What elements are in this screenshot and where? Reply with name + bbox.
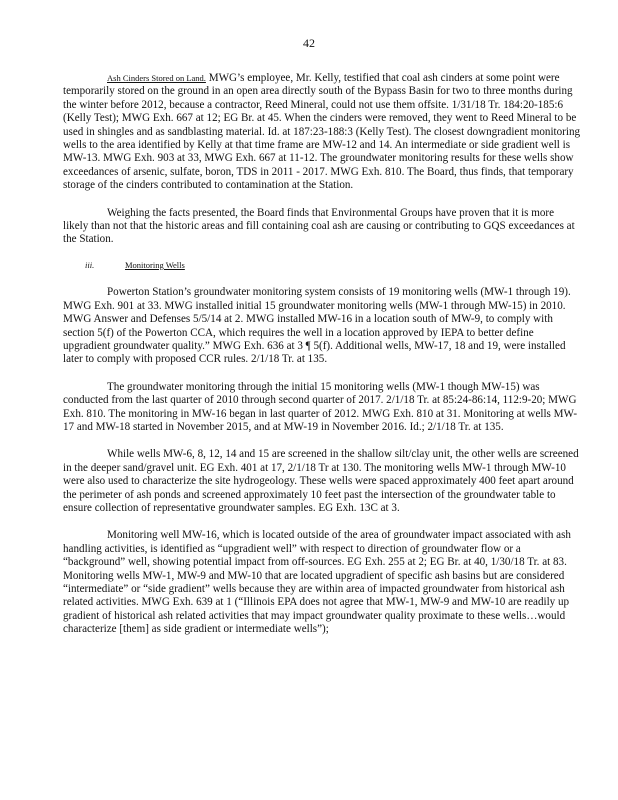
paragraph-monitoring-system: Powerton Station’s groundwater monitoring system consists of 19 monitoring wells (MW-1 through 19). MWG Exh. 901 at 33. MWG installed initial 15 groundwater monitoring wells (MW-1 through MW-15) in 2010. MWG Answer and Defenses 5/5/14 at 2. MWG installed MW-16 in a location south of MW-9, to comply with section 5(f) of the Powerton CCA, which requires the well in a location approved by IEPA to better define upgradient groundwater quality.” MWG Exh. 636 at 3 ¶ 5(f). Additional wells, MW-17, 18 and 19, were installed later to comply with proposed CCR rules. 2/1/18 Tr. at 135.	[63, 286, 571, 366]
paragraph-well-screening: While wells MW-6, 8, 12, 14 and 15 are screened in the shallow silt/clay unit, the other wells are screened in the deeper sand/gravel unit. EG Exh. 401 at 17, 2/1/18 Tr at 130. The monitoring wells MW-1 through MW-10 were also used to characterize the site hydrogeology. These wells were spaced approximately 400 feet apart around the perimeter of ash ponds and screened approximately 10 feet past the intersection of the groundwater table to ensure collection of representative groundwater samples. EG Exh. 13C at 3.	[63, 448, 579, 514]
paragraph-ash-cinders	[63, 72, 581, 193]
paragraph-upgradient-wells: Monitoring well MW-16, which is located outside of the area of groundwater impact associated with ash handling activities, is identified as “upgradient well” with respect to direction of groundwater flow or a “background” well, showing potential impact from off-sources. EG Exh. 255 at 2; EG Br. at 40, 1/30/18 Tr. at 83. Monitoring wells MW-1, MW-9 and MW-10 that are located upgradient of specific ash basins but are considered “intermediate” or “side gradient” wells because they are within area of impacted groundwater from historical ash related activities. MWG Exh. 639 at 1 (“Illinois EPA does not agree that MW-1, MW-9 and MW-10 are readily up gradient of historical ash related activities that may impact groundwater quality proximate to these wells…would characterize [them] as side gradient or intermediate wells”);	[63, 529, 571, 636]
paragraph-board-finding: Weighing the facts presented, the Board finds that Environmental Groups have proven that it is more likely than not that the historic areas and fill containing coal ash are causing or contributing to GQS exceedances at the Station.	[63, 206, 575, 246]
section-heading-monitoring-wells	[85, 259, 581, 272]
section-numeral: iii.	[85, 259, 95, 270]
document-body	[63, 72, 581, 637]
subsection-heading-ash-cinders: Ash Cinders Stored on Land.	[107, 73, 206, 83]
section-title: Monitoring Wells	[125, 259, 185, 270]
paragraph-ash-cinders-text: MWG’s employee, Mr. Kelly, testified that coal ash cinders at some point were temporarily stored on the ground in an open area directly south of the Bypass Basin for two to three months during the winter before 2012, because a contractor, Reed Mineral, could not use them offsite. 1/31/18 Tr. 184:20-185:6 (Kelly Test); MWG Exh. 667 at 12; EG Br. at 45. When the cinders were removed, they went to Reed Mineral to be used in shingles and as sandblasting material. Id. at 187:23-188:3 (Kelly Test). The closest downgradient monitoring wells to the area identified by Kelly at that time frame are MW-12 and 14. An intermediate or side gradient well is MW-13. MWG Exh. 903 at 33, MWG Exh. 667 at 11-12. The groundwater monitoring results for these wells show exceedances of arsenic, sulfate, boron, TDS in 2011 - 2017. MWG Exh. 810. The Board, thus finds, that temporary storage of the cinders contributed to contamination at the Station.	[63, 72, 581, 192]
page-number: 42	[303, 36, 315, 50]
paragraph-monitoring-timeline: The groundwater monitoring through the initial 15 monitoring wells (MW-1 though MW-15) was conducted from the last quarter of 2010 through second quarter of 2017. 2/1/18 Tr. at 85:24-86:14, 112:9-20; MWG Exh. 810. The monitoring in MW-16 began in last quarter of 2012. MWG Exh. 810 at 31. Monitoring at wells MW-17 and MW-18 started in November 2015, and at MW-19 in November 2016. Id.; 2/1/18 Tr. at 135.	[63, 380, 578, 433]
